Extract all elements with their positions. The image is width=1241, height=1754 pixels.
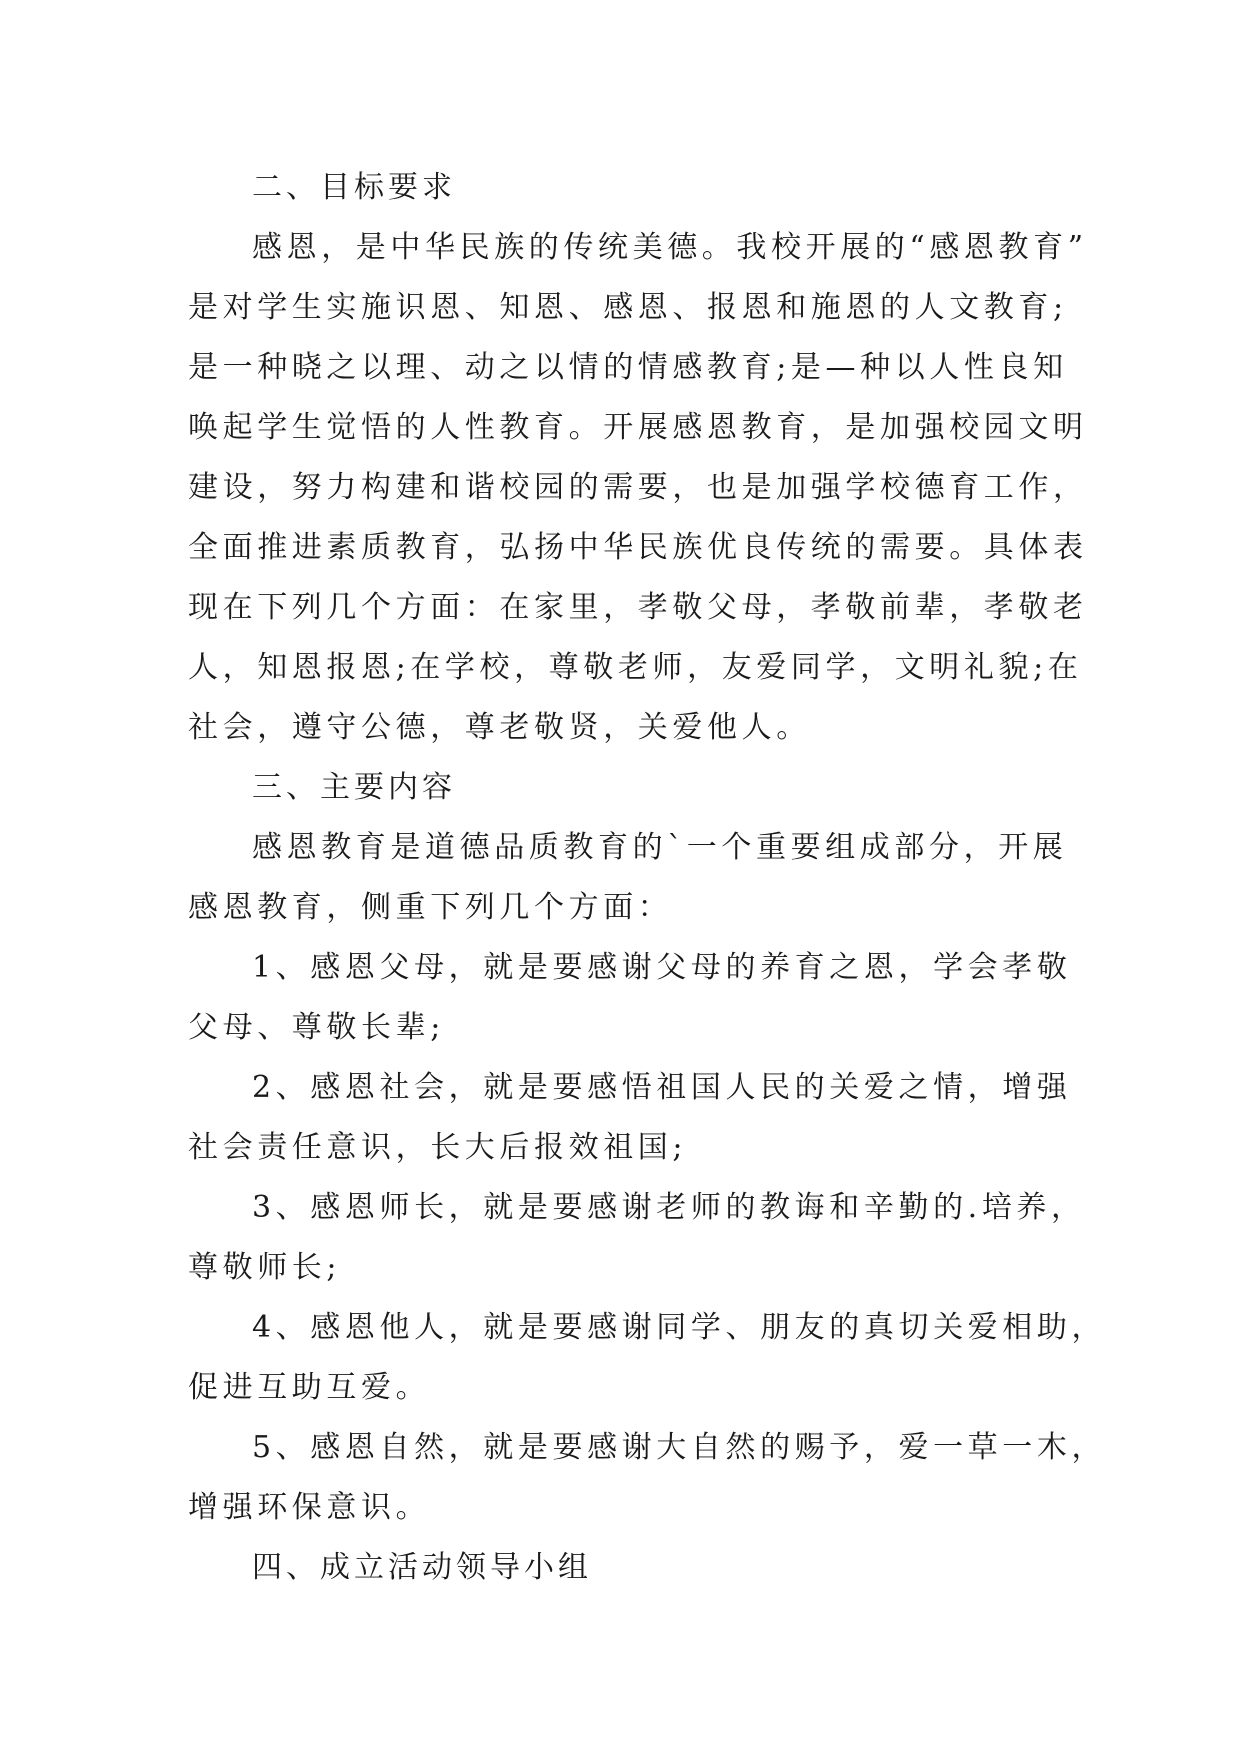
paragraph-line: 感恩教育是道德品质教育的`一个重要组成部分，开展 [252, 830, 1068, 865]
list-item-line: 促进互助互爱。 [188, 1370, 431, 1405]
paragraph-line: 人，知恩报恩;在学校，尊敬老师，友爱同学，文明礼貌;在 [188, 650, 1083, 685]
paragraph-line: 是对学生实施识恩、知恩、感恩、报恩和施恩的人文教育; [188, 290, 1068, 325]
list-item-line: 4、感恩他人，就是要感谢同学、朋友的真切关爱相助， [252, 1310, 1107, 1345]
list-item-line: 父母、尊敬长辈; [188, 1010, 445, 1045]
list-item-line: 尊敬师长; [188, 1250, 342, 1285]
section-heading-content: 三、主要内容 [252, 770, 456, 805]
document-page [188, 158, 1107, 1598]
list-item-line: 2、感恩社会，就是要感悟祖国人民的关爱之情，增强 [252, 1070, 1072, 1105]
list-item-line: 社会责任意识，长大后报效祖国; [188, 1130, 688, 1165]
paragraph-line: 现在下列几个方面：在家里，孝敬父母，孝敬前辈，孝敬老 [188, 590, 1088, 625]
list-item-line: 5、感恩自然，就是要感谢大自然的赐予，爱一草一木， [252, 1430, 1107, 1465]
paragraph-line: 感恩，是中华民族的传统美德。我校开展的“感恩教育” [252, 230, 1088, 265]
paragraph-line: 唤起学生觉悟的人性教育。开展感恩教育，是加强校园文明 [188, 410, 1088, 445]
list-item-line: 3、感恩师长，就是要感谢老师的教诲和辛勤的.培养， [252, 1190, 1086, 1225]
paragraph-line: 建设，努力构建和谐校园的需要，也是加强学校德育工作， [188, 470, 1088, 505]
paragraph-line: 是一种晓之以理、动之以情的情感教育;是—种以人性良知 [188, 350, 1068, 385]
paragraph-line: 全面推进素质教育，弘扬中华民族优良传统的需要。具体表 [188, 530, 1088, 565]
paragraph-line: 感恩教育，侧重下列几个方面： [188, 890, 673, 925]
list-item-line: 1、感恩父母，就是要感谢父母的养育之恩，学会孝敬 [252, 950, 1072, 985]
section-heading-goals: 二、目标要求 [252, 170, 456, 205]
section-heading-leadership: 四、成立活动领导小组 [252, 1550, 592, 1585]
list-item-line: 增强环保意识。 [188, 1490, 431, 1525]
paragraph-line: 社会，遵守公德，尊老敬贤，关爱他人。 [188, 710, 811, 745]
